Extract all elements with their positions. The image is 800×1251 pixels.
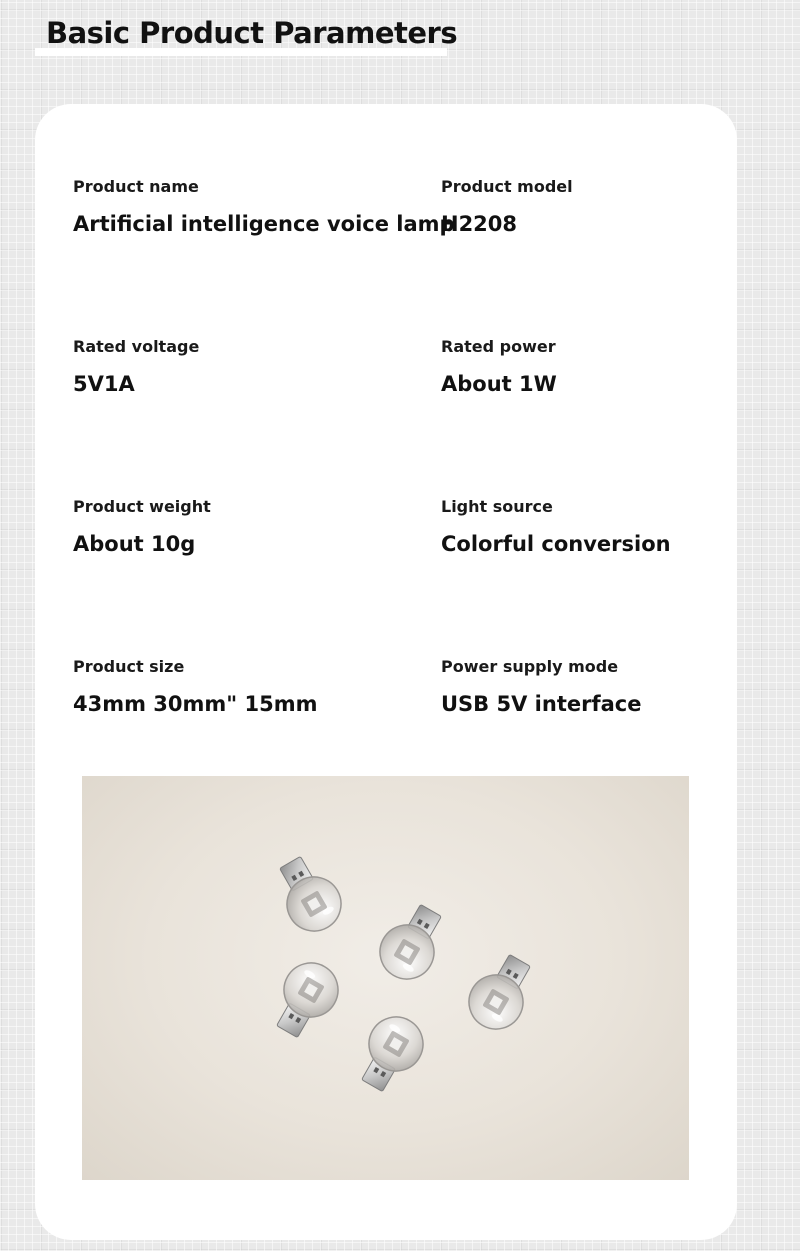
param-product-name xyxy=(73,177,455,236)
param-value: 5V1A xyxy=(73,372,135,396)
param-label: Product weight xyxy=(73,497,211,516)
usb-lamp-icon xyxy=(370,897,454,989)
product-photo xyxy=(82,776,689,1180)
param-label: Power supply mode xyxy=(441,657,619,676)
param-rated-voltage xyxy=(73,337,199,396)
param-value: 43mm 30mm" 15mm xyxy=(73,692,318,716)
usb-lamp-icon xyxy=(459,947,543,1039)
usb-lamp-icon xyxy=(349,1007,433,1099)
param-value: H2208 xyxy=(441,212,518,236)
param-value: USB 5V interface xyxy=(441,692,642,716)
param-power-supply-mode xyxy=(441,657,641,716)
param-value: Colorful conversion xyxy=(441,532,671,556)
usb-lamps-illustration xyxy=(82,776,689,1180)
param-label: Product size xyxy=(73,657,185,676)
param-value: About 10g xyxy=(73,532,196,556)
page-header xyxy=(35,14,458,56)
param-label: Product model xyxy=(441,177,573,196)
param-product-size xyxy=(73,657,318,716)
param-light-source xyxy=(441,497,671,556)
param-value: About 1W xyxy=(441,372,557,396)
param-label: Rated voltage xyxy=(73,337,200,356)
usb-lamp-icon xyxy=(267,849,351,941)
param-label: Rated power xyxy=(441,337,556,356)
parameters-card xyxy=(35,104,737,1240)
param-value: Artificial intelligence voice lamp xyxy=(73,212,455,236)
param-product-weight xyxy=(73,497,211,556)
usb-lamp-icon xyxy=(264,953,348,1045)
param-label: Light source xyxy=(441,497,553,516)
page-title: Basic Product Parameters xyxy=(46,16,458,50)
param-rated-power xyxy=(441,337,557,396)
param-label: Product name xyxy=(73,177,199,196)
param-product-model xyxy=(441,177,573,236)
